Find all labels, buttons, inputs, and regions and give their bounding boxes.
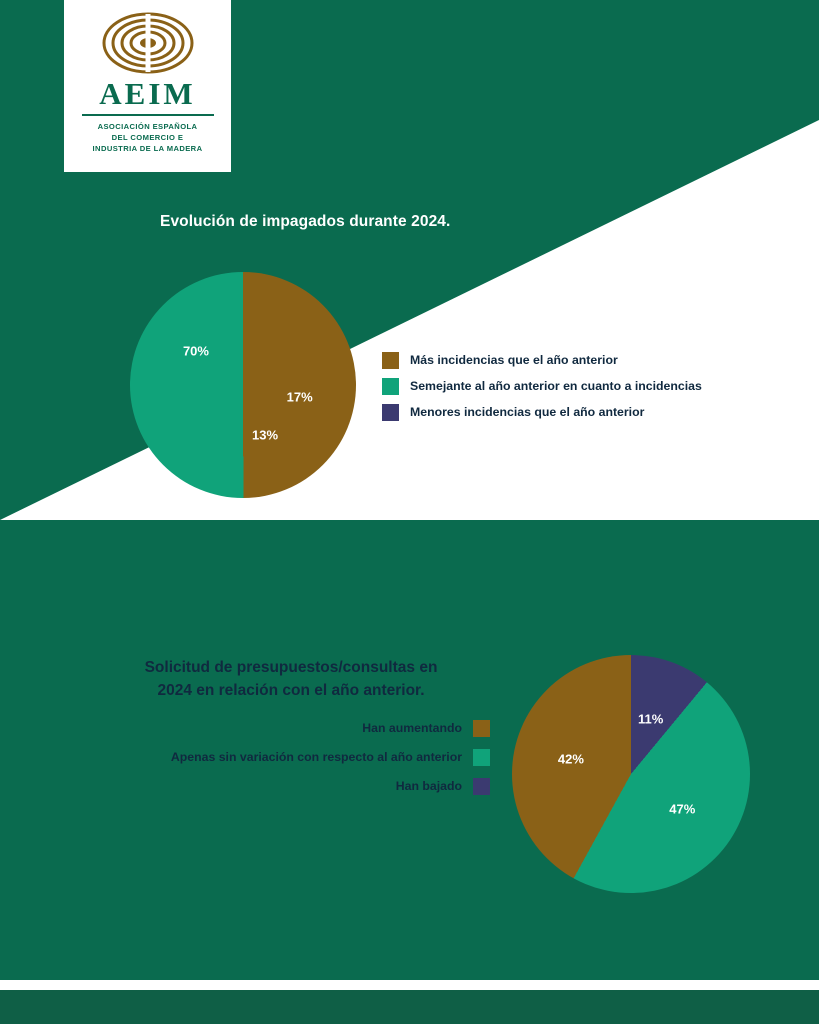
background-green-band (0, 930, 819, 980)
chart-1-pie (130, 272, 356, 498)
chart-2-legend-item-navy (110, 778, 490, 795)
chart-2-slice-label-gold: 42% (557, 751, 584, 767)
chart-1-slice-label-teal: 70% (182, 343, 209, 359)
chart-2-legend (110, 720, 490, 807)
chart-1-title: Evolución de impagados durante 2024. (160, 213, 451, 230)
chart-2-legend-label-2: Apenas sin variación con respecto al año anterior (170, 750, 462, 765)
chart-1-legend (382, 352, 782, 430)
chart-2-slice-label-navy: 11% (637, 711, 664, 727)
logo-card (64, 0, 231, 172)
logo-subtitle-line-2: DEL COMERCIO E (111, 133, 184, 142)
chart-1-legend-label-3: Menores incidencias que el año anterior (410, 405, 645, 420)
chart-2-legend-label-1: Han aumentando (362, 721, 462, 736)
chart-1-legend-item-navy (382, 404, 782, 421)
chart-1-legend-item-gold (382, 352, 782, 369)
chart-2-title (126, 656, 456, 703)
chart-1-slice-label-navy: 17% (286, 389, 313, 405)
chart-2-legend-item-gold (110, 720, 490, 737)
logo-subtitle-line-3: INDUSTRIA DE LA MADERA (92, 144, 203, 153)
chart-1-legend-label-1: Más incidencias que el año anterior (410, 353, 618, 368)
logo-subtitle-line-1: ASOCIACIÓN ESPAÑOLA (97, 122, 198, 131)
chart-2-title-line-2: 2024 en relación con el año anterior. (157, 682, 425, 700)
aeim-spiral-logo-icon (100, 12, 196, 74)
logo-wordmark: AEIM (99, 76, 196, 111)
chart-2-legend-item-teal (110, 749, 490, 766)
legend-swatch-teal (473, 749, 490, 766)
chart-1-legend-label-2: Semejante al año anterior en cuanto a incidencias (410, 379, 702, 394)
legend-swatch-gold (473, 720, 490, 737)
logo-divider (82, 114, 214, 116)
legend-swatch-teal (382, 378, 399, 395)
chart-1-legend-item-teal (382, 378, 782, 395)
chart-1-slice-label-gold: 13% (252, 427, 279, 443)
chart-2-title-line-1: Solicitud de presupuestos/consultas en (144, 659, 438, 676)
footer-bar (0, 990, 819, 1024)
legend-swatch-navy (473, 778, 490, 795)
legend-swatch-gold (382, 352, 399, 369)
chart-2-pie (512, 655, 750, 893)
chart-2-legend-label-3: Han bajado (395, 779, 462, 794)
legend-swatch-navy (382, 404, 399, 421)
chart-2-slice-label-teal: 47% (669, 801, 696, 817)
